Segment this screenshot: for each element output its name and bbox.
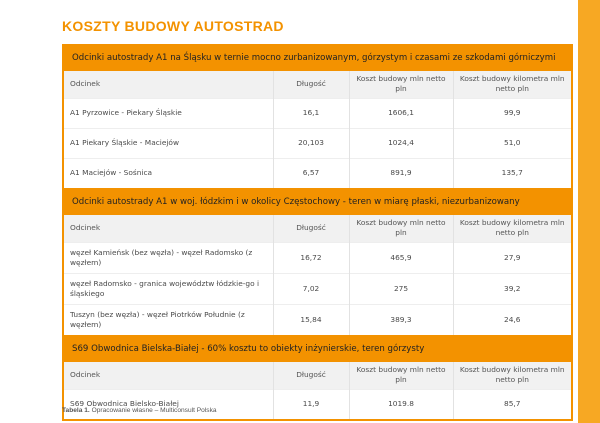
cell-cost: 275 <box>349 273 453 304</box>
cell-name: Tuszyn (bez węzła) - węzeł Piotrków Południe (z węzłem) <box>64 304 273 335</box>
cell-length: 20,103 <box>273 128 349 158</box>
header-name: Odcinek <box>64 215 273 242</box>
cell-length: 15,84 <box>273 304 349 335</box>
cell-cost: 1024,4 <box>349 128 453 158</box>
table-caption <box>62 407 217 414</box>
table-header-row <box>64 362 571 389</box>
cell-cost: 1019.8 <box>349 389 453 419</box>
table-row <box>64 128 571 158</box>
header-cost-per-km: Koszt budowy kilometra mln netto pln <box>453 71 571 98</box>
cell-length: 6,57 <box>273 158 349 188</box>
header-cost-per-km: Koszt budowy kilometra mln netto pln <box>453 362 571 389</box>
cell-cost-per-km: 135,7 <box>453 158 571 188</box>
caption-source: Opracowanie własne – Multiconsult Polska <box>91 407 217 414</box>
header-length: Długość <box>273 215 349 242</box>
table-row <box>64 273 571 304</box>
cell-cost-per-km: 51,0 <box>453 128 571 158</box>
header-length: Długość <box>273 362 349 389</box>
page-title: KOSZTY BUDOWY AUTOSTRAD <box>62 18 284 34</box>
section-heading-a1-silesia: Odcinki autostrady A1 na Śląsku w ternie mocno zurbanizowanym, górzystym i czasami ze szkodami górniczymi <box>64 46 571 71</box>
cell-cost-per-km: 24,6 <box>453 304 571 335</box>
table-row <box>64 389 571 419</box>
section-table-a1-silesia <box>64 71 571 188</box>
cost-table <box>62 44 573 421</box>
cell-length: 11,9 <box>273 389 349 419</box>
cell-name: A1 Maciejów - Sośnica <box>64 158 273 188</box>
header-name: Odcinek <box>64 71 273 98</box>
cell-cost-per-km: 39,2 <box>453 273 571 304</box>
cell-cost: 1606,1 <box>349 98 453 128</box>
cell-cost-per-km: 99,9 <box>453 98 571 128</box>
table-row <box>64 158 571 188</box>
table-header-row <box>64 71 571 98</box>
cell-cost: 465,9 <box>349 242 453 273</box>
table-row <box>64 98 571 128</box>
section-heading-s69: S69 Obwodnica Bielska-Białej - 60% kosztu to obiekty inżynierskie, teren górzysty <box>64 335 571 362</box>
cell-cost: 389,3 <box>349 304 453 335</box>
table-row <box>64 304 571 335</box>
section-table-a1-lodz <box>64 215 571 335</box>
right-edge-accent <box>578 0 600 423</box>
header-name: Odcinek <box>64 362 273 389</box>
caption-label: Tabela 1. <box>62 407 90 414</box>
cell-name: A1 Pyrzowice - Piekary Śląskie <box>64 98 273 128</box>
header-cost: Koszt budowy mln netto pln <box>349 215 453 242</box>
cell-length: 16,1 <box>273 98 349 128</box>
header-length: Długość <box>273 71 349 98</box>
cell-length: 16,72 <box>273 242 349 273</box>
header-cost: Koszt budowy mln netto pln <box>349 362 453 389</box>
cell-name: S69 Obwodnica Bielsko-Białej <box>64 389 273 419</box>
table-header-row <box>64 215 571 242</box>
cell-name: węzeł Kamieńsk (bez węzła) - węzeł Radomsko (z węzłem) <box>64 242 273 273</box>
header-cost: Koszt budowy mln netto pln <box>349 71 453 98</box>
cell-cost-per-km: 27,9 <box>453 242 571 273</box>
cell-cost-per-km: 85,7 <box>453 389 571 419</box>
cell-name: węzeł Radomsko - granica województw łódzkie-go i śląskiego <box>64 273 273 304</box>
table-row <box>64 242 571 273</box>
cell-name: A1 Piekary Śląskie - Maciejów <box>64 128 273 158</box>
cell-length: 7,02 <box>273 273 349 304</box>
header-cost-per-km: Koszt budowy kilometra mln netto pln <box>453 215 571 242</box>
section-heading-a1-lodz: Odcinki autostrady A1 w woj. łódzkim i w okolicy Częstochowy - teren w miarę płaski, niezurbanizowany <box>64 188 571 215</box>
cell-cost: 891,9 <box>349 158 453 188</box>
